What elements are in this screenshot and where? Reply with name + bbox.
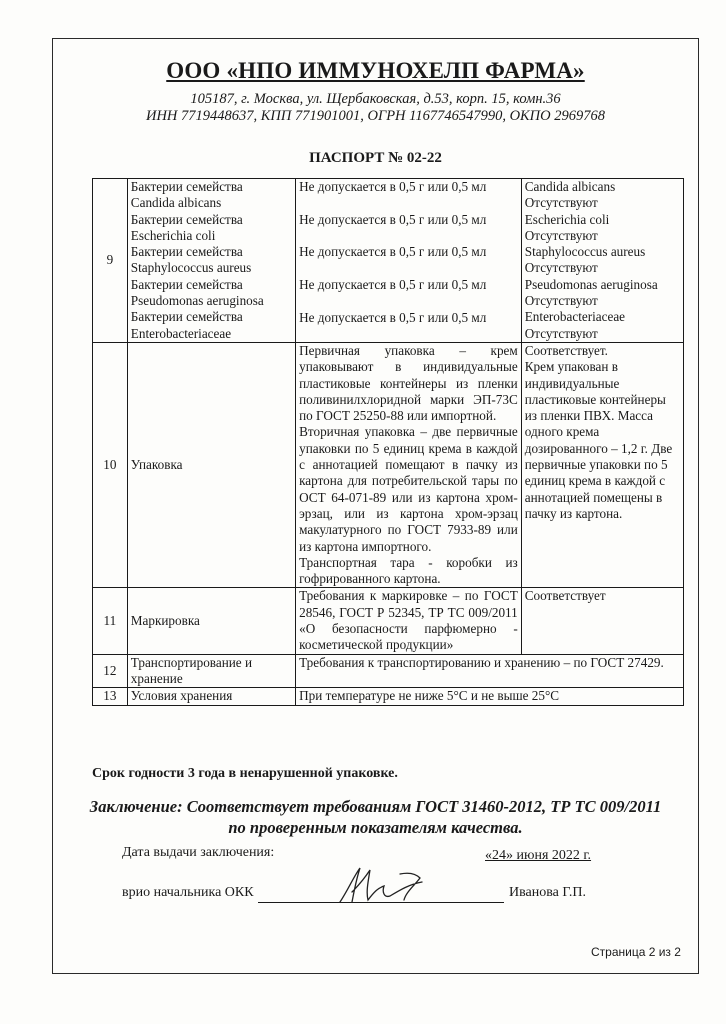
result-line: Отсутствуют bbox=[524, 227, 598, 243]
result-line: Pseudomonas aeruginosa bbox=[524, 276, 658, 292]
requirement-line: Не допускается в 0,5 г или 0,5 мл bbox=[299, 211, 487, 227]
row-number: 13 bbox=[93, 688, 128, 705]
requirement-paragraph: Транспортная тара - коробки из гофрированного картона. bbox=[299, 554, 518, 587]
indicator-line: Enterobacteriaceae bbox=[130, 325, 232, 341]
row-number: 10 bbox=[93, 342, 128, 587]
result-line: Отсутствуют bbox=[524, 195, 598, 211]
result-line: Отсутствуют bbox=[524, 325, 598, 341]
result-line: Enterobacteriaceae bbox=[524, 309, 626, 325]
requirement-paragraph: Первичная упаковка – крем упаковывают в индивидуальные пластиковые контейнеры из пленки поливинилхлоридной марки ЭП-73С по ГОСТ 25250-88 или импортной. bbox=[299, 342, 518, 424]
shelf-life: Срок годности 3 года в ненарушенной упаковке. bbox=[92, 766, 398, 781]
issue-date: «24» июня 2022 г. bbox=[485, 848, 592, 863]
requirement-cell: Требования к маркировке – по ГОСТ 28546, ГОСТ Р 52345, ТР ТС 009/2011 «О безопасности парфюмерно - косметической продукции» bbox=[296, 588, 522, 654]
requirement-paragraph: Вторичная упаковка – две первичные упаковки по 5 единиц крема в каждой с аннотацией помещают в пачку из картона для потребительской тары по ОСТ 64-071-89 или из картона хром-эрзац, или из картона хром-эрзац макулатурного по ГОСТ 7933-89 или из картона импортного. bbox=[299, 424, 518, 554]
issue-date-label: Дата выдачи заключения: bbox=[122, 845, 275, 860]
result-cell: Соответствует bbox=[521, 588, 683, 654]
indicator-line: Бактерии семейства bbox=[130, 179, 243, 194]
result-line: Соответствует. bbox=[524, 342, 608, 358]
company-name: ООО «НПО ИММУНОХЕЛП ФАРМА» bbox=[166, 58, 585, 83]
result-line: Отсутствуют bbox=[524, 260, 598, 276]
indicator-line: Staphylococcus aureus bbox=[130, 260, 252, 276]
indicator-cell: Транспортирование и хранение bbox=[127, 654, 295, 688]
result-line: Candida albicans bbox=[524, 179, 616, 194]
row-number: 12 bbox=[93, 654, 128, 688]
requirement-line: Не допускается в 0,5 г или 0,5 мл bbox=[299, 309, 487, 325]
requirement-line: Не допускается в 0,5 г или 0,5 мл bbox=[299, 179, 487, 194]
result-cell bbox=[521, 179, 683, 343]
requirement-line: Не допускается в 0,5 г или 0,5 мл bbox=[299, 244, 487, 260]
result-line: Escherichia coli bbox=[524, 211, 610, 227]
indicator-cell bbox=[127, 179, 295, 343]
conclusion-line: по проверенным показателям качества. bbox=[228, 818, 523, 837]
table-row-11 bbox=[93, 588, 684, 654]
row-number: 9 bbox=[93, 179, 128, 343]
requirement-line: Не допускается в 0,5 г или 0,5 мл bbox=[299, 277, 487, 293]
indicator-line: Бактерии семейства bbox=[130, 211, 243, 227]
table-row-12 bbox=[93, 654, 684, 688]
chief-title: врио начальника ОКК bbox=[122, 885, 254, 900]
indicator-line: Candida albicans bbox=[130, 195, 222, 211]
indicator-line: Бактерии семейства bbox=[130, 244, 243, 260]
requirement-cell bbox=[296, 179, 522, 343]
company-registry: ИНН 7719448637, КПП 771901001, ОГРН 1167746547990, ОКПО 2969768 bbox=[145, 108, 605, 124]
requirement-cell bbox=[296, 342, 522, 587]
table-row-9 bbox=[93, 179, 684, 343]
row-number: 11 bbox=[93, 588, 128, 654]
indicator-cell: Маркировка bbox=[127, 588, 295, 654]
indicator-line: Escherichia coli bbox=[130, 227, 216, 243]
chief-name: Иванова Г.П. bbox=[509, 885, 587, 900]
page-number: Страница 2 из 2 bbox=[591, 945, 681, 959]
conclusion-line: Заключение: Соответствует требованиям ГОСТ 31460-2012, ТР ТС 009/2011 bbox=[89, 797, 662, 816]
table-row-10 bbox=[93, 342, 684, 587]
passport-table bbox=[92, 178, 684, 706]
result-line: Staphylococcus aureus bbox=[524, 244, 646, 260]
requirement-cell: При температуре не ниже 5°С и не выше 25°С bbox=[296, 688, 684, 705]
passport-title: ПАСПОРТ № 02-22 bbox=[309, 150, 442, 166]
indicator-cell: Условия хранения bbox=[127, 688, 295, 705]
requirement-cell: Требования к транспортированию и хранению – по ГОСТ 27429. bbox=[296, 654, 684, 688]
company-address: 105187, г. Москва, ул. Щербаковская, д.53, корп. 15, комн.36 bbox=[190, 91, 561, 107]
indicator-cell: Упаковка bbox=[127, 342, 295, 587]
indicator-line: Бактерии семейства bbox=[130, 276, 243, 292]
result-line: Отсутствуют bbox=[524, 293, 598, 309]
result-paragraph: Крем упакован в индивидуальные пластиковые контейнеры из пленки ПВХ. Масса одного крема дозированного – 1,2 г. Две первичные упаковки по 5 единиц крема в каждой с аннотацией помещены в пачку из картона. bbox=[524, 359, 673, 521]
table-row-13 bbox=[93, 688, 684, 705]
indicator-line: Бактерии семейства bbox=[130, 309, 243, 325]
result-cell bbox=[521, 342, 683, 587]
indicator-line: Pseudomonas aeruginosa bbox=[130, 293, 264, 309]
signature-icon bbox=[330, 862, 440, 908]
